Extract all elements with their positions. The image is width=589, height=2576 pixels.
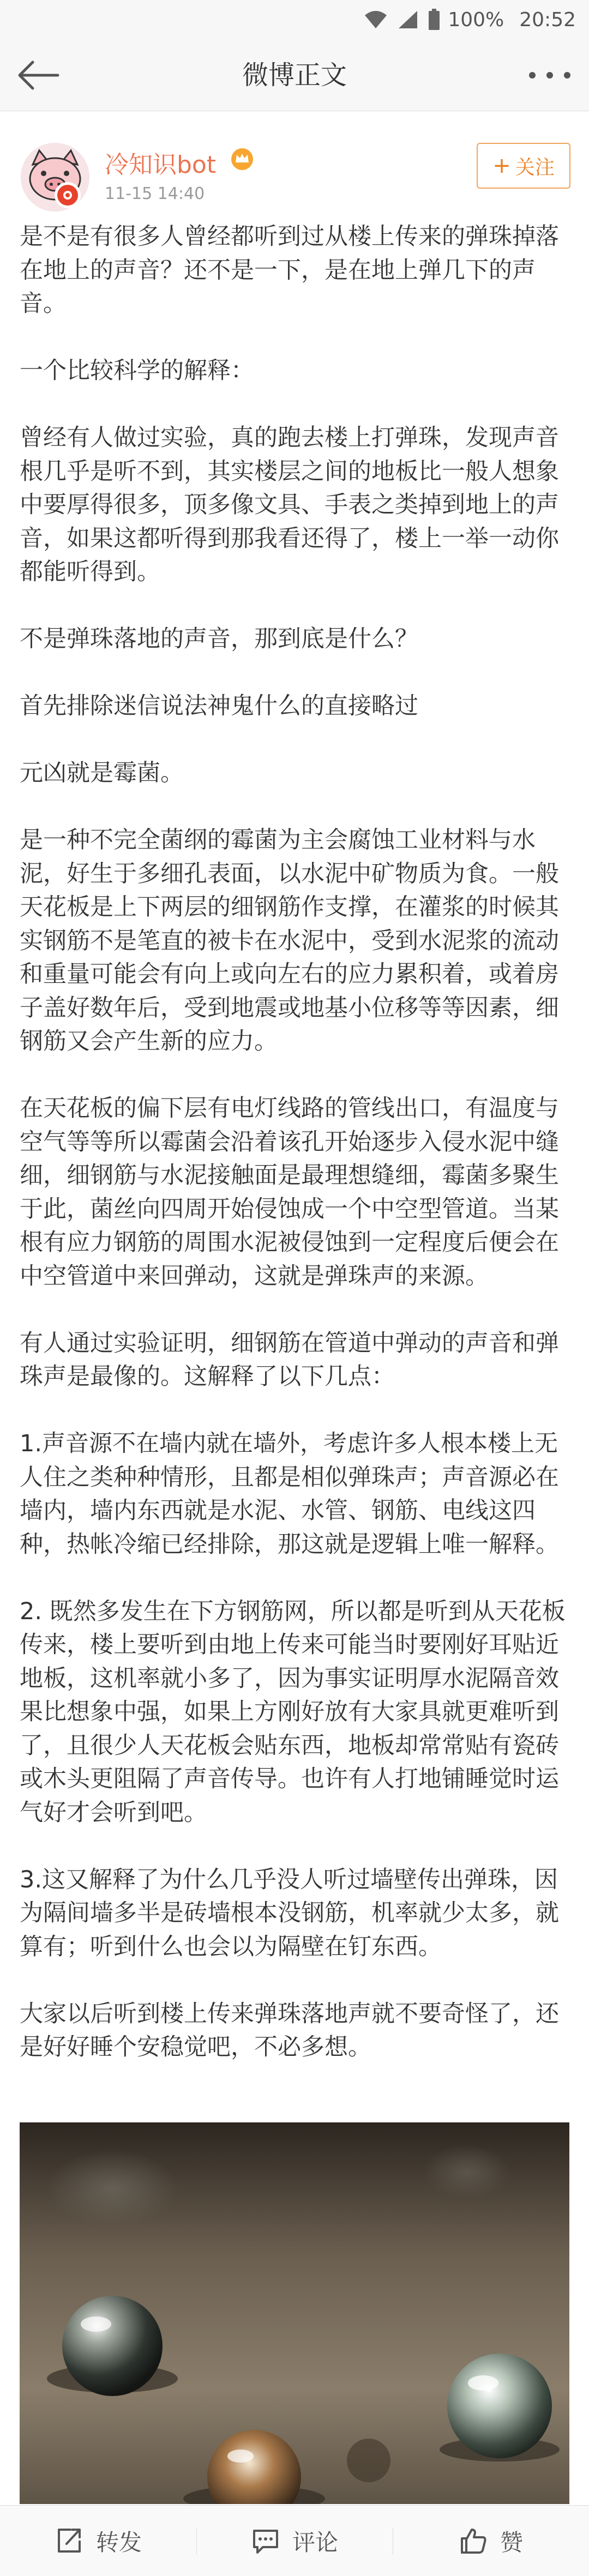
signal-icon bbox=[398, 10, 418, 29]
status-bar bbox=[0, 0, 589, 39]
comment-label: 评论 bbox=[292, 2529, 338, 2556]
paragraph: 一个比较科学的解释： bbox=[20, 357, 254, 384]
battery-icon bbox=[428, 9, 440, 31]
paragraph: 在天花板的偏下层有电灯线路的管线出口，有温度与空气等等所以霉菌会沿着该孔开始逐步入侵水泥中缝细，细钢筋与水泥接触面是最理想缝细，霉菌多聚生于此，菌丝向四周开始侵蚀成一个中空型管道。当某根有应力钢筋的周围水泥被侵蚀到一定程度后便会在中空管道中来回弹动，这就是弹珠声的来源。 bbox=[20, 1095, 559, 1290]
comment-button[interactable] bbox=[196, 2506, 393, 2576]
battery-percent: 100% bbox=[448, 8, 504, 31]
paragraph: 元凶就是霉菌。 bbox=[20, 759, 184, 787]
plus-icon: + bbox=[492, 153, 511, 178]
page-title: 微博正文 bbox=[242, 60, 347, 91]
more-dots-icon[interactable] bbox=[527, 64, 573, 86]
verified-badge-icon bbox=[55, 182, 81, 208]
repost-label: 转发 bbox=[95, 2529, 142, 2556]
post-timestamp: 11-15 14:40 bbox=[105, 184, 205, 203]
paragraph: 1.声音源不在墙内就在墙外，考虑许多人根本楼上无人住之类种种情形，且都是相似弹珠声；声音源必在墙内，墙内东西就是水泥、水管、钢筋、电线这四种，热帐冷缩已经排除，那这就是逻辑上唯一解释。 bbox=[20, 1430, 559, 1558]
paragraph: 不是弹珠落地的声音，那到底是什么？ bbox=[20, 625, 418, 653]
paragraph: 3.这又解释了为什么几乎没人听过墙壁传出弹珠，因为隔间墙多半是砖墙根本没钢筋，机率就少太多，就算有；听到什么也会以为隔壁在钉东西。 bbox=[20, 1866, 559, 1960]
post-image[interactable] bbox=[20, 2122, 569, 2504]
post-content bbox=[20, 220, 570, 2065]
like-label: 赞 bbox=[500, 2529, 523, 2556]
thumbs-up-icon bbox=[459, 2526, 488, 2556]
follow-label: 关注 bbox=[515, 156, 555, 179]
username[interactable]: 冷知识bot bbox=[105, 151, 217, 179]
bottom-action-bar bbox=[0, 2505, 589, 2576]
wifi-icon bbox=[364, 10, 388, 29]
paragraph: 是一种不完全菌纲的霉菌为主会腐蚀工业材料与水泥，好生于多细孔表面，以水泥中矿物质为食。一般天花板是上下两层的细钢筋作支撑，在灌浆的时候其实钢筋不是笔直的被卡在水泥中，受到水泥浆的流动和重量可能会有向上或向左右的应力累积着，或着房子盖好数年后，受到地震或地基小位移等等因素，细钢筋又会产生新的应力。 bbox=[20, 827, 559, 1055]
paragraph: 首先排除迷信说法神鬼什么的直接略过 bbox=[20, 692, 418, 720]
title-bar bbox=[0, 39, 589, 111]
paragraph: 有人通过实验证明，细钢筋在管道中弹动的声音和弹珠声是最像的。这解释了以下几点： bbox=[20, 1329, 559, 1390]
repost-icon bbox=[55, 2526, 84, 2556]
clock-time: 20:52 bbox=[519, 8, 576, 31]
vip-crown-icon bbox=[230, 147, 254, 171]
repost-button[interactable] bbox=[0, 2506, 196, 2576]
paragraph: 是不是有很多人曾经都听到过从楼上传来的弹珠掉落在地上的声音？还不是一下，是在地上弹几下的声音。 bbox=[20, 223, 559, 317]
like-button[interactable] bbox=[393, 2506, 589, 2576]
paragraph: 2. 既然多发生在下方钢筋网，所以都是听到从天花板传来，楼上要听到由地上传来可能当时要刚好耳贴近地板，这机率就小多了，因为事实证明厚水泥隔音效果比想象中强，如果上方刚好放有大家具就更难听到了，且很少人天花板会贴东西，地板却常常贴有瓷砖或木头更阻隔了声音传导。也许有人打地铺睡觉时运气好才会听到吧。 bbox=[20, 1597, 566, 1826]
paragraph: 曾经有人做过实验，真的跑去楼上打弹珠，发现声音根几乎是听不到，其实楼层之间的地板比一般人想象中要厚得很多，顶多像文具、手表之类掉到地上的声音，如果这都听得到那我看还得了，楼上一举一动你都能听得到。 bbox=[20, 424, 559, 586]
paragraph: 大家以后听到楼上传来弹珠落地声就不要奇怪了，还是好好睡个安稳觉吧，不必多想。 bbox=[20, 2000, 559, 2061]
follow-button[interactable] bbox=[477, 143, 570, 189]
comment-icon bbox=[251, 2526, 280, 2556]
